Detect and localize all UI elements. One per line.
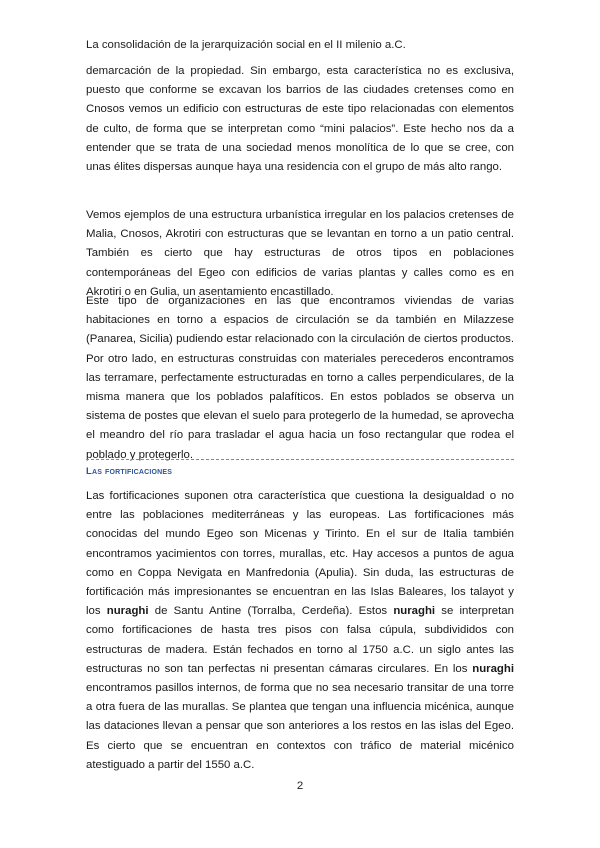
paragraph: demarcación de la propiedad. Sin embargo, esta característica no es exclusiva, puesto que conforme se excavan los barrios de las ciudades cretenses como en Cnosos vemos un edificio con estructuras de este tipo relacionadas con elementos de culto, de forma que se interpretan como “mini palacios”. Este hecho nos da a entender que se trata de una sociedad menos monolítica de lo que se cree, con unas élites dispersas aunque haya una residencia con el grupo de más alto rango. bbox=[86, 65, 514, 174]
paragraph: Este tipo de organizaciones en las que encontramos viviendas de varias habitaciones en torno a espacios de circulación se da también en Milazzese (Panarea, Sicilia) pudiendo estar relacionado con la circulación de ciertos productos. Por otro lado, en estructuras construidas con materiales perecederos encontramos las terramare, perfectamente estructuradas en torno a calles perpendiculares, de la misma manera que los poblados palafíticos. En estos poblados se observa un sistema de postes que elevan el suelo para protegerlo de la humedad, se aprovecha el meandro del río para trasladar el agua hacia un foso rectangular que rodea el poblado y protegerlo. bbox=[86, 295, 514, 461]
running-header: La consolidación de la jerarquización social en el II milenio a.C. bbox=[86, 39, 406, 51]
paragraph: Vemos ejemplos de una estructura urbanística irregular en los palacios cretenses de Malia, Cnosos, Akrotiri con estructuras que se levantan en torno a un patio central. También es cierto que hay estructuras de otros tipos en poblaciones contemporáneas del Egeo con edificios de varias plantas y calles como es en Akrotiri o en Gulia, un asentamiento encastillado. bbox=[86, 209, 514, 298]
paragraph bbox=[86, 487, 514, 775]
text-run: encontramos pasillos internos, de forma que no sea necesario transitar de una torre a otra fuera de las murallas. Se plantea que tengan una influencia micénica, aunque las dataciones llevan a pensar que son anteriores a los restos en las islas del Egeo. Es cierto que se encuentran en contextos con tráfico de material micénico atestiguado a partir del 1550 a.C. bbox=[86, 682, 514, 771]
text-run: se interpretan como fortificaciones de hasta tres pisos con falsa cúpula, subdivididos con estructuras de madera. Están fechados en torno al 1750 a.C. un siglo antes las estructuras no son tan perfectas ni presentan cámaras circulares. En los bbox=[86, 605, 514, 675]
bold-term: nuraghi bbox=[106, 605, 149, 618]
bold-term: nuraghi bbox=[393, 605, 436, 618]
bold-term: nuraghi bbox=[472, 662, 514, 675]
section-heading: Las fortificaciones bbox=[86, 466, 173, 477]
section-divider bbox=[86, 459, 514, 460]
page-number: 2 bbox=[296, 780, 304, 792]
text-run: de Santu Antine (Torralba, Cerdeña). Estos bbox=[148, 605, 394, 618]
text-run: Las fortificaciones suponen otra característica que cuestiona la desigualdad o no entre las poblaciones mediterráneas y las europeas. Las fortificaciones más conocidas del mundo Egeo son Micenas y Tirinto. En el sur de Italia también encontramos yacimientos con torres, murallas, etc. Hay accesos a puntos de agua como en Coppa Nevigata en Manfredonia (Apulia). Sin duda, las estructuras de fortificación más impresionantes se encuentran en las Islas Baleares, los talayot y los bbox=[86, 490, 514, 618]
